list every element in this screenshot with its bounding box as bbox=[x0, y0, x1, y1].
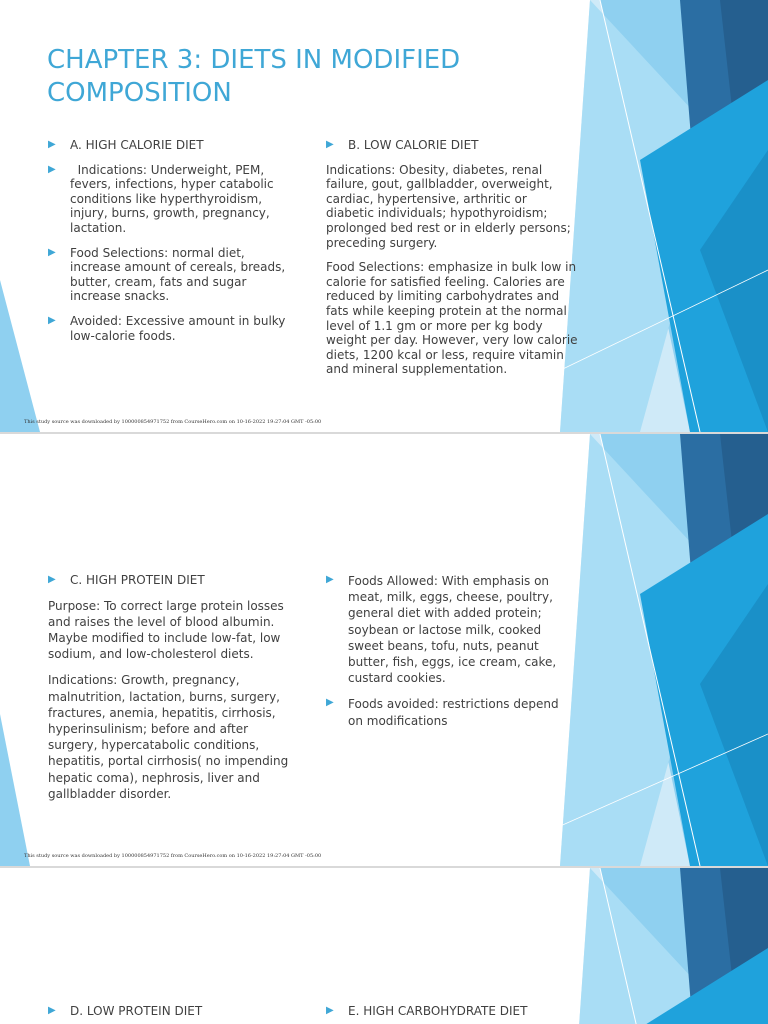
triangle-bullet-icon: ▶ bbox=[326, 574, 334, 585]
low-calorie-column bbox=[326, 138, 578, 387]
list-item: ▶ Food Selections: normal diet, increase amount of cereals, breads, butter, cream, fats and sugar increase snacks. bbox=[48, 245, 286, 304]
slide-1 bbox=[0, 0, 768, 432]
triangle-bullet-icon: ▶ bbox=[48, 163, 56, 175]
paragraph: Indications: Growth, pregnancy, malnutrition, lactation, burns, surgery, fractures, anemia, hepatitis, cirrhosis, hyperinsulinism; before and after surgery, hypercatabolic conditions, hepatitis, portal cirrhosis( no impending hepatic coma), nephrosis, liver and gallbladder disorder. bbox=[48, 673, 289, 801]
slide-2 bbox=[0, 434, 768, 866]
low-calorie-heading: ▶ B. LOW CALORIE DIET bbox=[326, 138, 479, 152]
paragraph: Food Selections: emphasize in bulk low in calorie for satisfied feeling. Calories are reduced by limiting carbohydrates and fats while keeping protein at the normal level of 1.1 gm or more per kg body weight per day. However, very low calorie diets, 1200 kcal or less, require vitamin and mineral supplementation. bbox=[326, 260, 578, 377]
list-item: ▶ Foods Allowed: With emphasis on meat, milk, eggs, cheese, poultry, general diet with added protein; soybean or lactose milk, cooked sweet beans, tofu, nuts, peanut butter, fish, eggs, ice cream, cake, custard cookies. bbox=[326, 574, 557, 686]
download-notice: This study source was downloaded by 100000854971752 from CourseHero.com on 10-16-2022 19:27:04 GMT -05:00 bbox=[24, 853, 322, 859]
high-carbohydrate-column bbox=[326, 1004, 571, 1024]
triangle-bullet-icon: ▶ bbox=[48, 246, 56, 258]
list-item: ▶ Foods avoided: restrictions depend on modifications bbox=[326, 697, 559, 728]
triangle-bullet-icon: ▶ bbox=[48, 1005, 56, 1016]
triangle-bullet-icon: ▶ bbox=[48, 314, 56, 326]
page-title: CHAPTER 3: DIETS IN MODIFIED COMPOSITION bbox=[47, 45, 461, 108]
decorative-triangles bbox=[0, 868, 768, 1024]
slide-3 bbox=[0, 868, 768, 1024]
high-protein-column bbox=[48, 573, 298, 812]
high-calorie-column bbox=[48, 138, 298, 353]
list-item: ▶ Indications: Underweight, PEM, fevers, infections, hyper catabolic conditions like hyperthyroidism, injury, burns, growth, pregnancy, lactation. bbox=[48, 162, 278, 235]
download-notice: This study source was downloaded by 100000854971752 from CourseHero.com on 10-16-2022 19:27:04 GMT -05:00 bbox=[24, 419, 322, 425]
foods-column bbox=[326, 573, 571, 739]
low-protein-column bbox=[48, 1004, 298, 1024]
triangle-bullet-icon: ▶ bbox=[48, 139, 56, 150]
low-protein-heading: ▶ D. LOW PROTEIN DIET bbox=[48, 1004, 203, 1018]
triangle-bullet-icon: ▶ bbox=[326, 697, 334, 709]
triangle-bullet-icon: ▶ bbox=[48, 574, 56, 585]
high-carbohydrate-heading: ▶ E. HIGH CARBOHYDRATE DIET bbox=[326, 1004, 528, 1018]
high-protein-heading: ▶ C. HIGH PROTEIN DIET bbox=[48, 573, 205, 587]
list-item: ▶ Avoided: Excessive amount in bulky low-calorie foods. bbox=[48, 313, 286, 343]
paragraph: Purpose: To correct large protein losses and raises the level of blood albumin. Maybe modified to include low-fat, low sodium, and low-cholesterol diets. bbox=[48, 598, 284, 662]
triangle-bullet-icon: ▶ bbox=[326, 1005, 334, 1016]
triangle-bullet-icon: ▶ bbox=[326, 139, 334, 150]
paragraph: Indications: Obesity, diabetes, renal failure, gout, gallbladder, overweight, cardiac, hypertensive, arthritic or diabetic individuals; hypothyroidism; prolonged bed rest or in elderly persons; preceding surgery. bbox=[326, 162, 571, 250]
high-calorie-heading: ▶ A. HIGH CALORIE DIET bbox=[48, 138, 204, 152]
